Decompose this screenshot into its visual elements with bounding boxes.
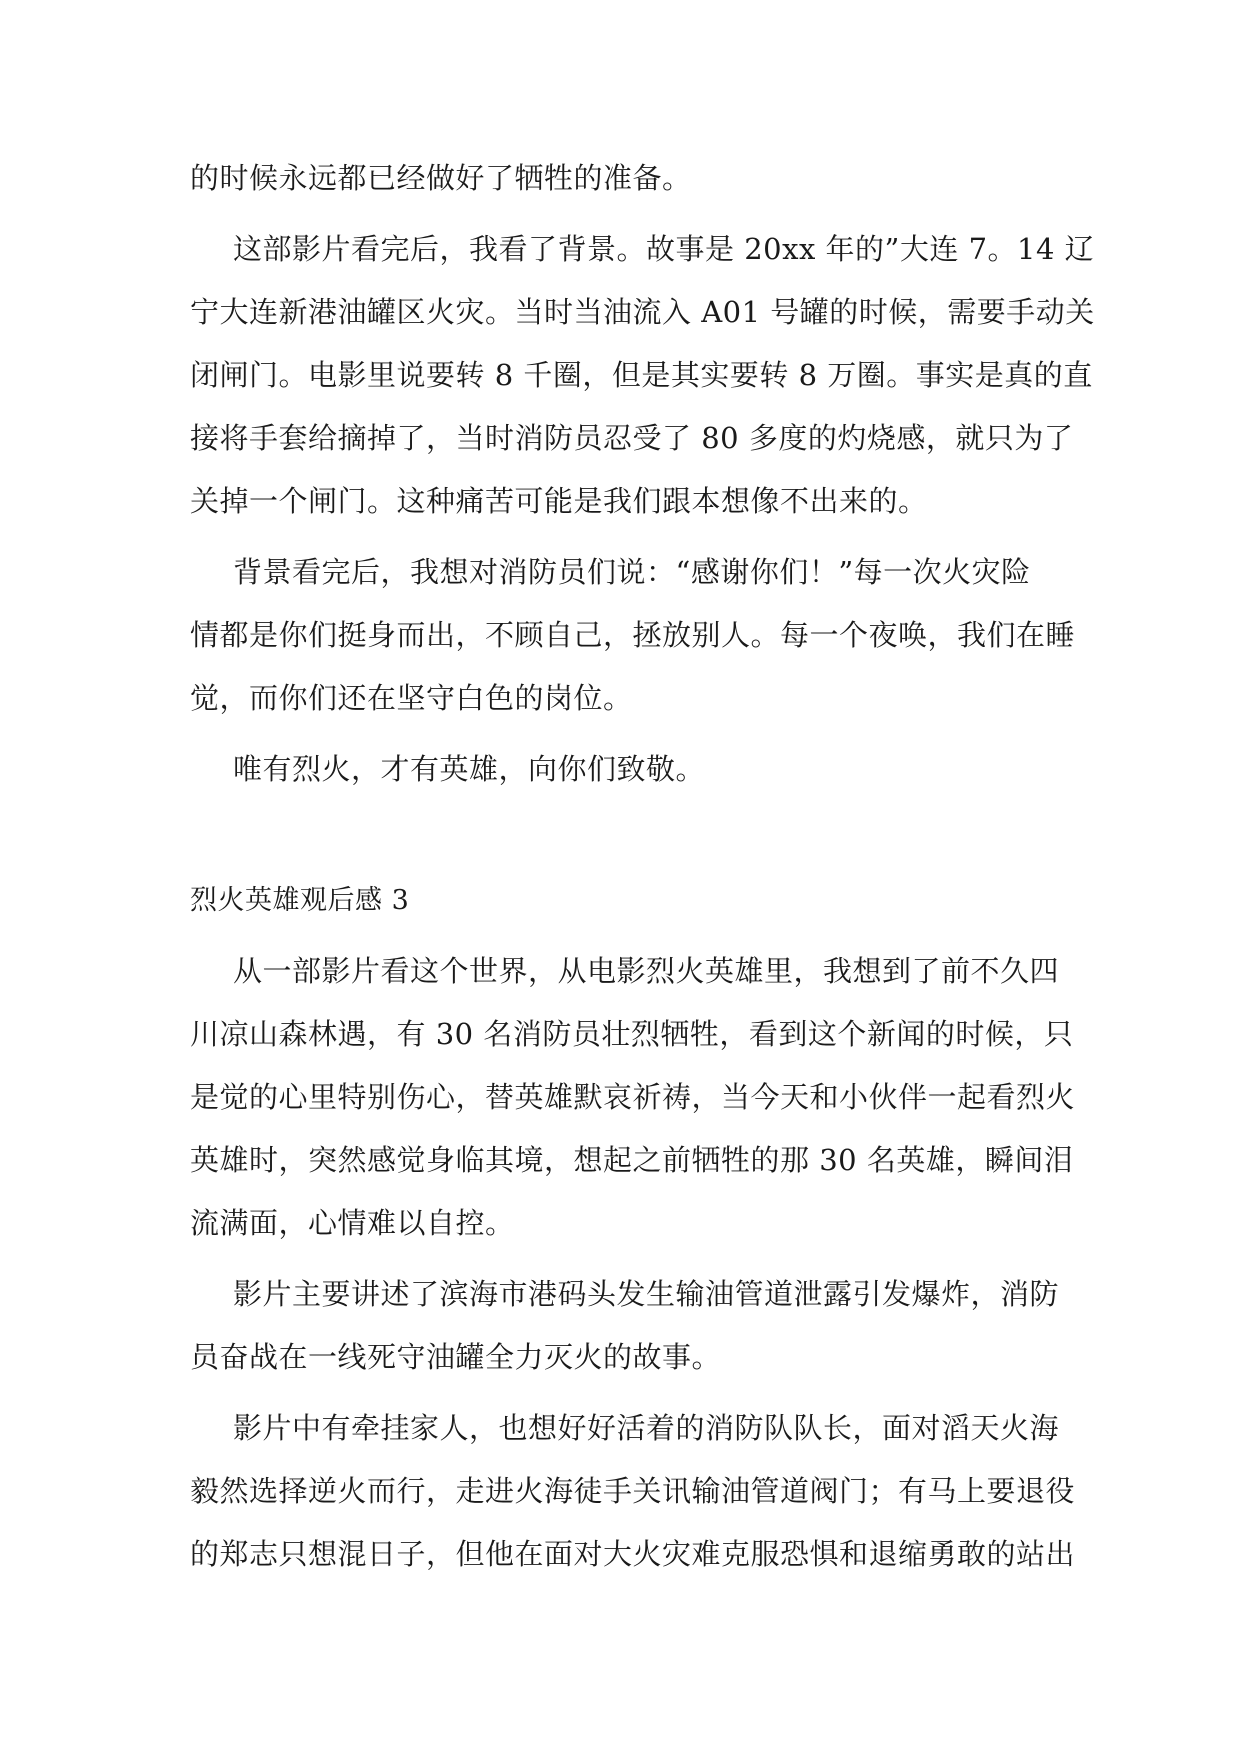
paragraph-line: 员奋战在一线死守油罐全力灭火的故事。	[190, 1340, 722, 1374]
paragraph-line: 这部影片看完后，我看了背景。故事是 20xx 年的”大连 7。14 辽	[233, 232, 1095, 266]
paragraph-line: 的时候永远都已经做好了牺牲的准备。	[190, 161, 692, 195]
paragraph-line: 是觉的心里特别伤心，替英雄默哀祈祷，当今天和小伙伴一起看烈火	[190, 1080, 1076, 1114]
paragraph-line: 闭闸门。电影里说要转 8 千圈，但是其实要转 8 万圈。事实是真的直	[190, 358, 1093, 392]
paragraph-line: 唯有烈火，才有英雄，向你们致敬。	[233, 752, 706, 786]
paragraph-line: 的郑志只想混日子，但他在面对大火灾难克服恐惧和退缩勇敢的站出	[190, 1537, 1076, 1571]
paragraph-line: 毅然选择逆火而行，走进火海徒手关讯输油管道阀门；有马上要退役	[190, 1474, 1076, 1508]
paragraph-line: 背景看完后，我想对消防员们说：“感谢你们！”每一次火灾险	[233, 555, 1031, 589]
paragraph-line: 宁大连新港油罐区火灾。当时当油流入 A01 号罐的时候，需要手动关	[190, 295, 1095, 329]
paragraph-line: 情都是你们挺身而出，不顾自己，拯放别人。每一个夜唤，我们在睡	[190, 618, 1076, 652]
paragraph-line: 流满面，心情难以自控。	[190, 1206, 515, 1240]
paragraph-line: 影片中有牵挂家人，也想好好活着的消防队队长，面对滔天火海	[233, 1411, 1060, 1445]
paragraph-line: 影片主要讲述了滨海市港码头发生输油管道泄露引发爆炸，消防	[233, 1277, 1060, 1311]
paragraph-line: 觉，而你们还在坚守白色的岗位。	[190, 681, 633, 715]
paragraph-line: 从一部影片看这个世界，从电影烈火英雄里，我想到了前不久四	[233, 954, 1060, 988]
paragraph-line: 英雄时，突然感觉身临其境，想起之前牺牲的那 30 名英雄，瞬间泪	[190, 1143, 1074, 1177]
section-heading: 烈火英雄观后感 3	[190, 885, 410, 916]
paragraph-line: 关掉一个闸门。这种痛苦可能是我们跟本想像不出来的。	[190, 484, 928, 518]
paragraph-line: 接将手套给摘掉了，当时消防员忍受了 80 多度的灼烧感，就只为了	[190, 421, 1074, 455]
paragraph-line: 川凉山森林遇，有 30 名消防员壮烈牺牲，看到这个新闻的时候，只	[190, 1017, 1074, 1051]
